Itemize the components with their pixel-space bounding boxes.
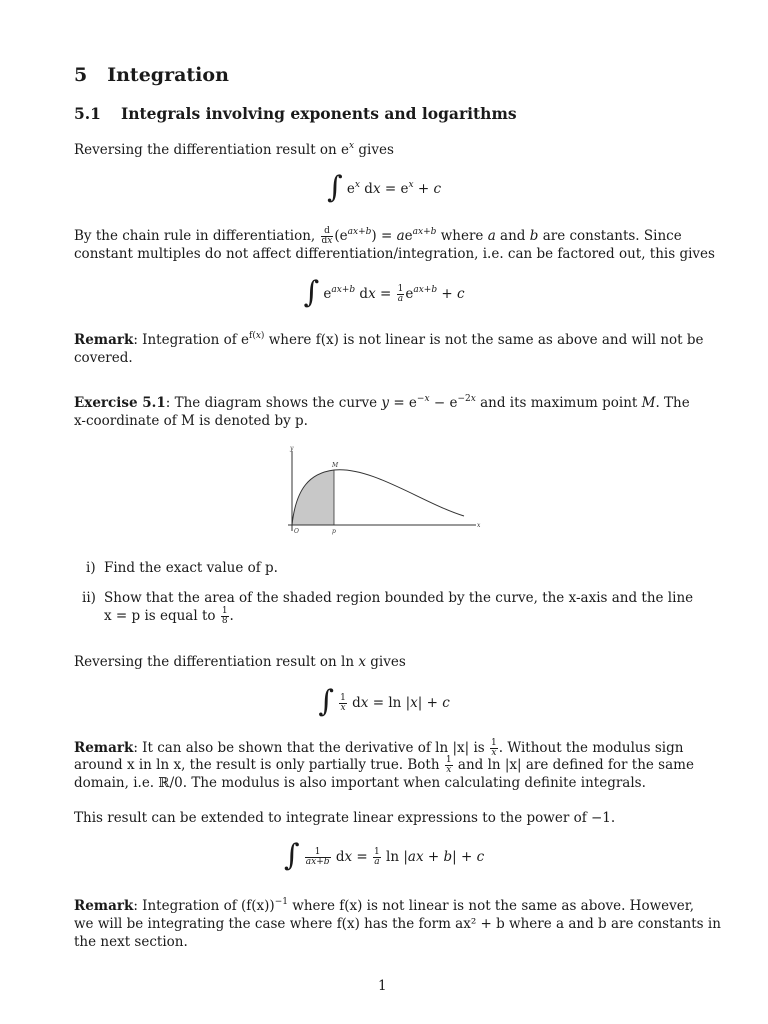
subsection-heading [74,104,517,123]
exercise-text-c: . The [655,395,690,411]
remark-label: Remark [74,898,134,914]
exercise-text-b: and its maximum point [480,395,638,411]
paragraph-intro-exp: Reversing the differentiation result on $e^x$ gives [74,141,394,158]
remark-modulus-line2: around x in ln x, the result is only partially true. Both $\frac{1}{x}$ and ln |x| are defined for the same [74,755,694,775]
list-item-i-text: Find the exact value of p. [104,560,278,576]
paragraph-chain-rule: By the chain rule in differentiation, $\frac{d}{dx}$ $(e^{ax+b}) = ae^{ax+b}$ where a and b are constants. Since [74,226,682,246]
remark-label: Remark [74,332,134,348]
remark-reciprocal-text-b: where f(x) is not linear is not the same as above. However, [292,898,695,914]
ln-intro-tail: gives [370,654,406,670]
exercise-statement: Exercise 5.1: The diagram shows the curve $y = e^{-x} - e^{-2x}$ and its maximum point M. The [74,394,690,411]
exercise-text: : The diagram shows the curve [165,395,378,411]
remark-reciprocal-line2: we will be integrating the case where f(x) has the form ax² + b where a and b are constants in [74,916,721,932]
paragraph-text: Reversing the differentiation result on [74,142,337,158]
paragraph-text-tail: gives [358,142,394,158]
remark-modulus-text: : It can also be shown that the derivative of ln |x| is [133,740,485,756]
equation-linear-reciprocal-integral: ∫ $\frac{1}{ax+b}$ dx = $\frac{1}{a}$ ln |ax + b| + c [283,838,485,873]
exercise-statement-line2: x-coordinate of M is denoted by p. [74,413,308,429]
chain-rule-text: By the chain rule in differentiation, [74,228,316,244]
paragraph-intro-ln: Reversing the differentiation result on ln x gives [74,654,406,670]
remark-modulus-line2-b: and ln |x| are defined for the same [457,757,694,773]
list-item-ii-text-b: x = p is equal to [104,608,216,624]
list-item-ii-text: Show that the area of the shaded region bounded by the curve, the x-axis and the line [104,590,694,606]
chain-rule-tail: are constants. Since [542,228,682,244]
origin-label: O [294,528,299,535]
list-item-i-marker: i) [86,560,96,576]
x-axis-label: x [477,522,481,529]
curve-diagram [282,443,482,543]
max-point-label: M [332,462,339,469]
exercise-label: Exercise 5.1 [74,395,166,411]
equation-linear-exp-integral: ∫ $e^{ax+b}$ dx = $\frac{1}{a}$ $e^{ax+b} + c$ [303,275,465,310]
paragraph-chain-rule-line2: constant multiples do not affect differentiation/integration, i.e. can be factored out, this gives [74,246,715,262]
chain-rule-and: and [500,228,526,244]
remark-modulus-line3: domain, i.e. ℝ/0. The modulus is also important when calculating definite integrals. [74,775,646,791]
remark-modulus-text-b: . Without the modulus sign [498,740,684,756]
subsection-number: 5.1 [74,104,101,123]
paragraph-extension: This result can be extended to integrate linear expressions to the power of −1. [74,810,616,826]
y-axis-label: y [290,445,294,452]
remark-text-b: where f(x) is not linear is not the same as above and will not be [268,332,704,348]
remark-reciprocal-line3: the next section. [74,934,188,950]
subsection-title: Integrals involving exponents and logarithms [120,104,517,123]
section-title: Integration [107,64,229,86]
ln-intro-text: Reversing the differentiation result on ln [74,654,355,670]
equation-exp-integral: ∫ $e^x$ dx = $e^x + c$ [327,170,441,205]
remark-reciprocal-text: : Integration of (f(x)) [133,898,275,914]
section-number: 5 [74,64,88,86]
remark-reciprocal: Remark: Integration of $(f(x))^{-1}$ where f(x) is not linear is not the same as above. However, [74,897,695,914]
remark-nonlinear-exp: Remark: Integration of $e^{f(x)}$ where f(x) is not linear is not the same as above and will not be [74,331,704,348]
chain-rule-where: where [440,228,484,244]
remark-nonlinear-exp-line2: covered. [74,350,133,366]
section-heading [74,64,229,86]
remark-label: Remark [74,740,134,756]
page-number: 1 [378,978,387,994]
remark-modulus: Remark: It can also be shown that the derivative of ln |x| is $\frac{1}{x}$ . Without the modulus sign [74,738,684,758]
list-item-ii-text-line2: x = p is equal to $\frac{1}{8}$ . [104,606,234,626]
list-item-ii-marker: ii) [82,590,96,606]
equation-ln-integral: ∫ $\frac{1}{x}$ dx = ln |x| + c [318,684,450,719]
remark-modulus-line2-a: around x in ln x, the result is only partially true. Both [74,757,440,773]
p-label: p [332,528,336,535]
remark-text: : Integration of e [133,332,249,348]
